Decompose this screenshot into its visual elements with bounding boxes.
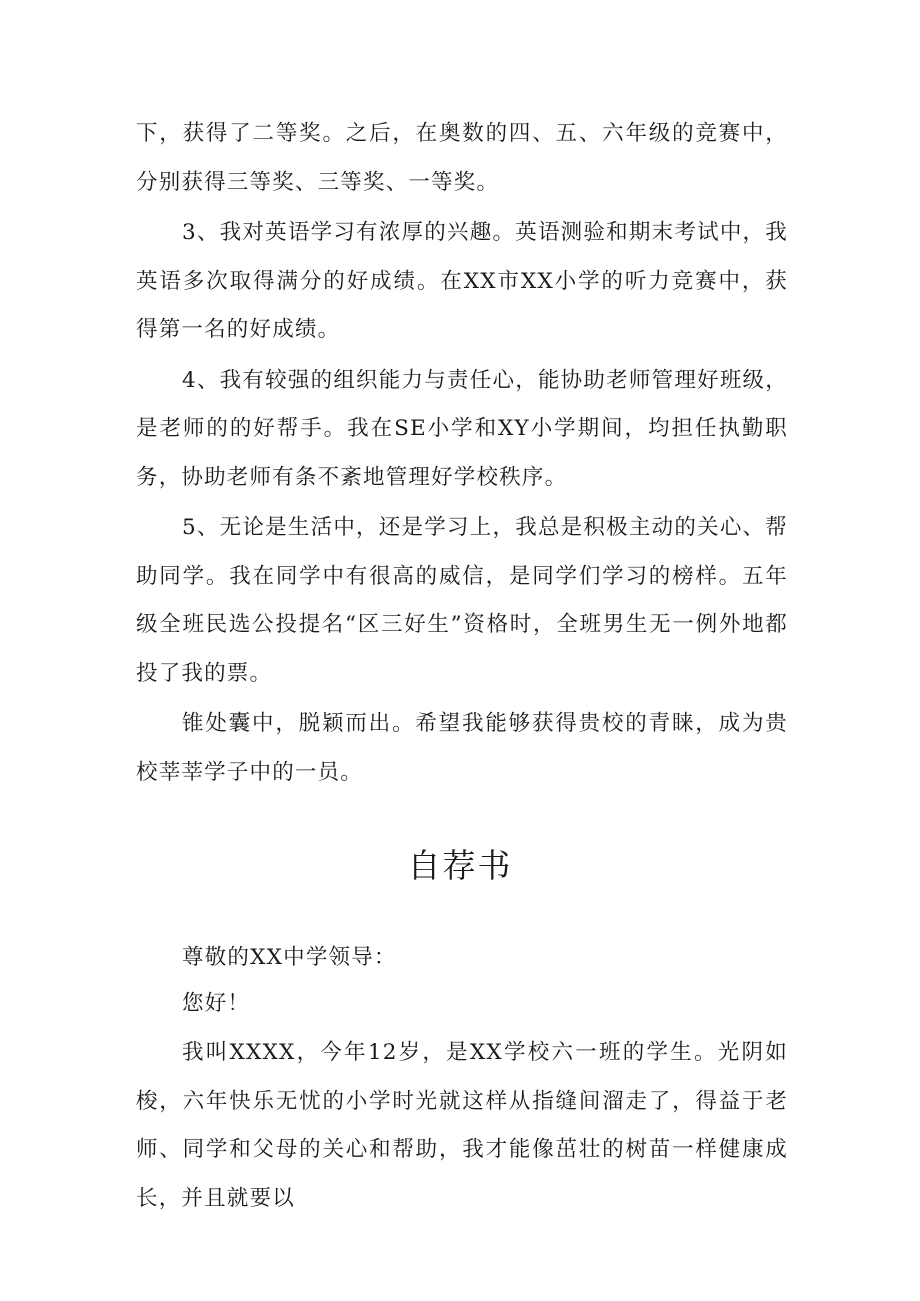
paragraph-award-continuation: 下，获得了二等奖。之后，在奥数的四、五、六年级的竞赛中，分别获得三等奖、三等奖、一等奖。 <box>136 121 788 195</box>
document-body-continued <box>136 110 788 797</box>
greeting: 您好！ <box>182 991 251 1016</box>
document-title: 自荐书 <box>407 846 513 885</box>
paragraph-helping-classmates: 5、无论是生活中，还是学习上，我总是积极主动的关心、帮助同学。我在同学中有很高的威信，是同学们学习的榜样。五年级全班民选公投提名“区三好生”资格时，全班男生无一例外地都投了我的票。 <box>136 515 788 686</box>
paragraph-english: 3、我对英语学习有浓厚的兴趣。英语测验和期末考试中，我英语多次取得满分的好成绩。在XX市XX小学的听力竞赛中，获得第一名的好成绩。 <box>136 220 788 342</box>
paragraph-organization: 4、我有较强的组织能力与责任心，能协助老师管理好班级，是老师的的好帮手。我在SE小学和XY小学期间，均担任执勤职务，协助老师有条不紊地管理好学校秩序。 <box>136 367 788 490</box>
title-container <box>0 840 920 887</box>
salutation: 尊敬的XX中学领导： <box>182 945 397 970</box>
letter-body <box>136 935 788 1223</box>
paragraph-introduction: 我叫XXXX，今年12岁，是XX学校六一班的学生。光阴如梭，六年快乐无忧的小学时光就这样从指缝间溜走了，得益于老师、同学和父母的关心和帮助，我才能像茁壮的树苗一样健康成长，并且就要以 <box>136 1040 788 1211</box>
paragraph-closing: 锥处囊中，脱颖而出。希望我能够获得贵校的青睐，成为贵校莘莘学子中的一员。 <box>136 711 788 785</box>
